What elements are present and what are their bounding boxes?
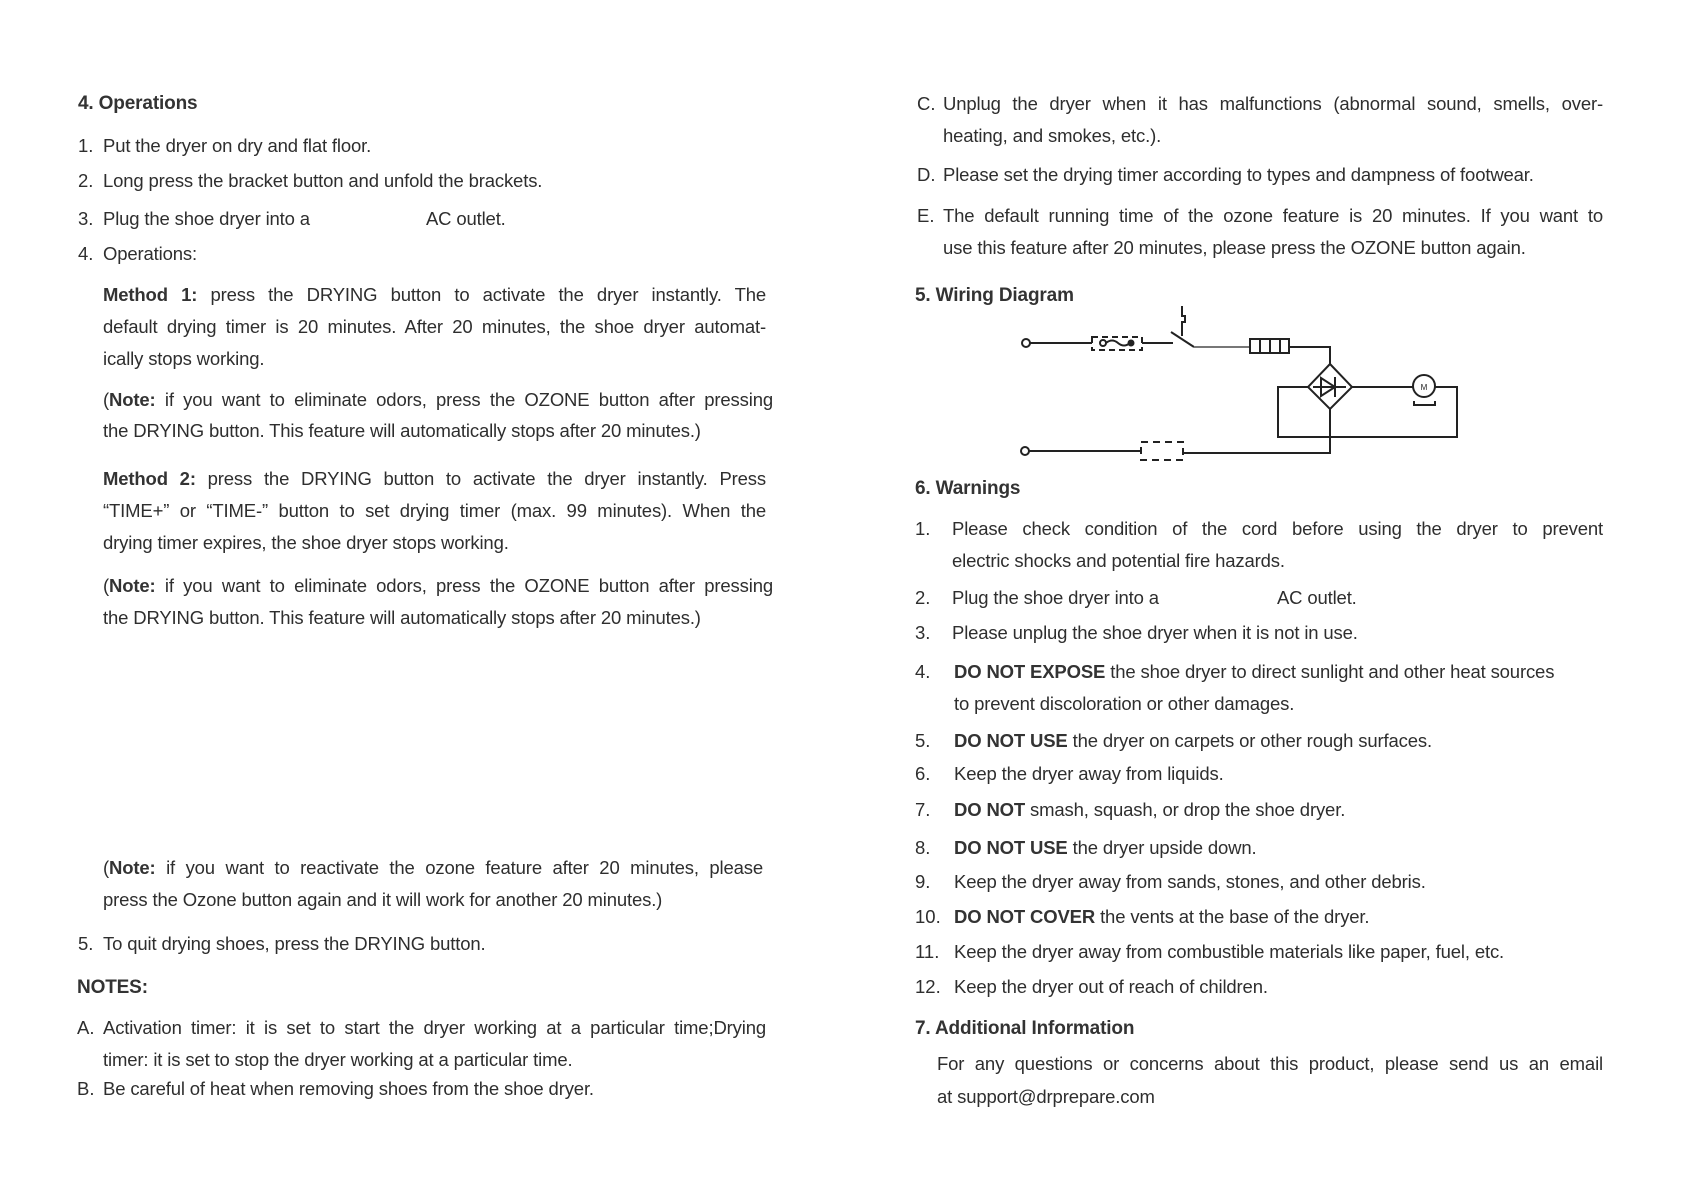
warning-bold: DO NOT EXPOSE: [954, 661, 1106, 682]
list-number: 11.: [915, 941, 940, 962]
note-label: Note:: [109, 857, 156, 878]
list-number: 1.: [915, 518, 931, 539]
text: the dryer upside down.: [1067, 837, 1257, 858]
text: (: [103, 575, 110, 596]
list-number: 12.: [915, 976, 941, 997]
text: Plug the shoe dryer into a: [952, 587, 1159, 608]
list-number: 5.: [915, 730, 931, 751]
list-item: Operations:: [103, 243, 197, 264]
note-letter: C.: [917, 93, 936, 114]
text: AC outlet.: [425, 208, 506, 229]
text: (: [103, 389, 110, 410]
note-text: Activation timer: it is set to start the dryer working at a particular time;Drying: [103, 1017, 766, 1038]
warning-text: [954, 730, 1432, 752]
note-text: timer: it is set to stop the dryer working at a particular time.: [103, 1049, 573, 1070]
list-item: To quit drying shoes, press the DRYING button.: [103, 933, 486, 954]
text: the shoe dryer to direct sunlight and other heat sources: [1105, 661, 1555, 682]
note-text: The default running time of the ozone feature is 20 minutes. If you want to: [943, 205, 1603, 226]
list-number: 5.: [78, 933, 94, 954]
method1-line: default drying timer is 20 minutes. After 20 minutes, the shoe dryer automat-: [103, 316, 766, 337]
text: press the DRYING button to activate the dryer instantly. The: [197, 284, 766, 305]
note-text: Be careful of heat when removing shoes from the shoe dryer.: [103, 1078, 594, 1099]
warning-text: [954, 661, 1554, 683]
rectifier-icon: [1308, 364, 1352, 409]
switch-icon: [1171, 306, 1194, 347]
list-number: 8.: [915, 837, 931, 858]
note-text: use this feature after 20 minutes, please press the OZONE button again.: [943, 237, 1526, 258]
warning-text: Keep the dryer away from liquids.: [954, 763, 1224, 784]
note-line: the DRYING button. This feature will automatically stops after 20 minutes.): [103, 607, 701, 628]
motor-icon: [1413, 375, 1435, 397]
notes-heading: NOTES:: [77, 977, 148, 998]
warning-text: Keep the dryer away from sands, stones, and other debris.: [954, 871, 1426, 892]
method2-label: Method 2:: [103, 468, 196, 489]
warning-bold: DO NOT: [954, 799, 1026, 820]
note-label: Note:: [109, 389, 156, 410]
list-item: Put the dryer on dry and flat floor.: [103, 135, 372, 156]
note-line: [103, 389, 773, 411]
warning-text: electric shocks and potential fire hazards.: [952, 550, 1285, 571]
list-number: 4.: [78, 243, 94, 264]
additional-info-text: For any questions or concerns about this product, please send us an email: [937, 1053, 1603, 1074]
warning-text: Keep the dryer away from combustible materials like paper, fuel, etc.: [954, 941, 1505, 962]
text: the vents at the base of the dryer.: [1095, 906, 1370, 927]
note-line: press the Ozone button again and it will work for another 20 minutes.): [103, 889, 663, 910]
warning-text: [954, 799, 1345, 821]
text: smash, squash, or drop the shoe dryer.: [1025, 799, 1346, 820]
warning-bold: DO NOT USE: [954, 837, 1068, 858]
note-text: Unplug the dryer when it has malfunctions (abnormal sound, smells, over-: [943, 93, 1603, 114]
text: if you want to eliminate odors, press the OZONE button after pressing: [155, 575, 773, 596]
list-number: 2.: [78, 170, 94, 191]
list-number: 3.: [915, 622, 931, 643]
method1-line: ically stops working.: [103, 348, 265, 369]
note-line: the DRYING button. This feature will automatically stops after 20 minutes.): [103, 420, 701, 441]
method2-line: drying timer expires, the shoe dryer stops working.: [103, 532, 509, 553]
note-letter: A.: [77, 1017, 95, 1038]
text: AC outlet.: [1276, 587, 1357, 608]
note-text: Please set the drying timer according to types and dampness of footwear.: [943, 164, 1534, 185]
list-number: 7.: [915, 799, 931, 820]
list-item: Long press the bracket button and unfold the brackets.: [103, 170, 543, 191]
note-letter: D.: [917, 164, 936, 185]
warning-text: Please check condition of the cord before using the dryer to prevent: [952, 518, 1603, 539]
operations-heading: 4. Operations: [78, 93, 198, 114]
method2-line: [103, 468, 766, 490]
warning-text: Please unplug the shoe dryer when it is not in use.: [952, 622, 1358, 643]
list-number: 6.: [915, 763, 931, 784]
warning-text: [954, 906, 1369, 928]
additional-info-heading: 7. Additional Information: [915, 1018, 1135, 1039]
list-number: 3.: [78, 208, 94, 229]
text: press the DRYING button to activate the dryer instantly. Press: [195, 468, 766, 489]
note-label: Note:: [109, 575, 156, 596]
warning-text: [954, 837, 1256, 859]
warning-text: Keep the dryer out of reach of children.: [954, 976, 1268, 997]
fuse-icon: [1092, 337, 1142, 350]
list-number: 1.: [78, 135, 94, 156]
warning-bold: DO NOT USE: [954, 730, 1068, 751]
text: if you want to reactivate the ozone feature after 20 minutes, please: [155, 857, 763, 878]
method1-line: [103, 284, 766, 306]
method1-label: Method 1:: [103, 284, 198, 305]
resistor-icon: [1250, 339, 1289, 353]
list-number: 2.: [915, 587, 931, 608]
list-number: 4.: [915, 661, 931, 682]
wiring-heading: 5. Wiring Diagram: [915, 285, 1074, 306]
text: (: [103, 857, 110, 878]
warning-bold: DO NOT COVER: [954, 906, 1096, 927]
terminal-icon: [1021, 447, 1029, 455]
warning-text: to prevent discoloration or other damages.: [954, 693, 1295, 714]
text: Plug the shoe dryer into a: [103, 208, 310, 229]
list-number: 10.: [915, 906, 941, 927]
note-letter: B.: [77, 1078, 95, 1099]
note-line: [103, 575, 773, 597]
warnings-heading: 6. Warnings: [915, 478, 1021, 499]
support-email-text: at support@drprepare.com: [937, 1086, 1155, 1107]
text: the dryer on carpets or other rough surfaces.: [1067, 730, 1432, 751]
note-line: [103, 857, 763, 879]
list-item: [103, 208, 506, 230]
motor-label: M: [1420, 383, 1428, 392]
method2-line: “TIME+” or “TIME-” button to set drying timer (max. 99 minutes). When the: [103, 500, 766, 521]
terminal-icon: [1022, 339, 1030, 347]
note-text: heating, and smokes, etc.).: [943, 125, 1162, 146]
fuse-icon: [1141, 442, 1183, 460]
text: if you want to eliminate odors, press the OZONE button after pressing: [155, 389, 773, 410]
list-number: 9.: [915, 871, 931, 892]
warning-text: [952, 587, 1357, 609]
note-letter: E.: [917, 205, 935, 226]
